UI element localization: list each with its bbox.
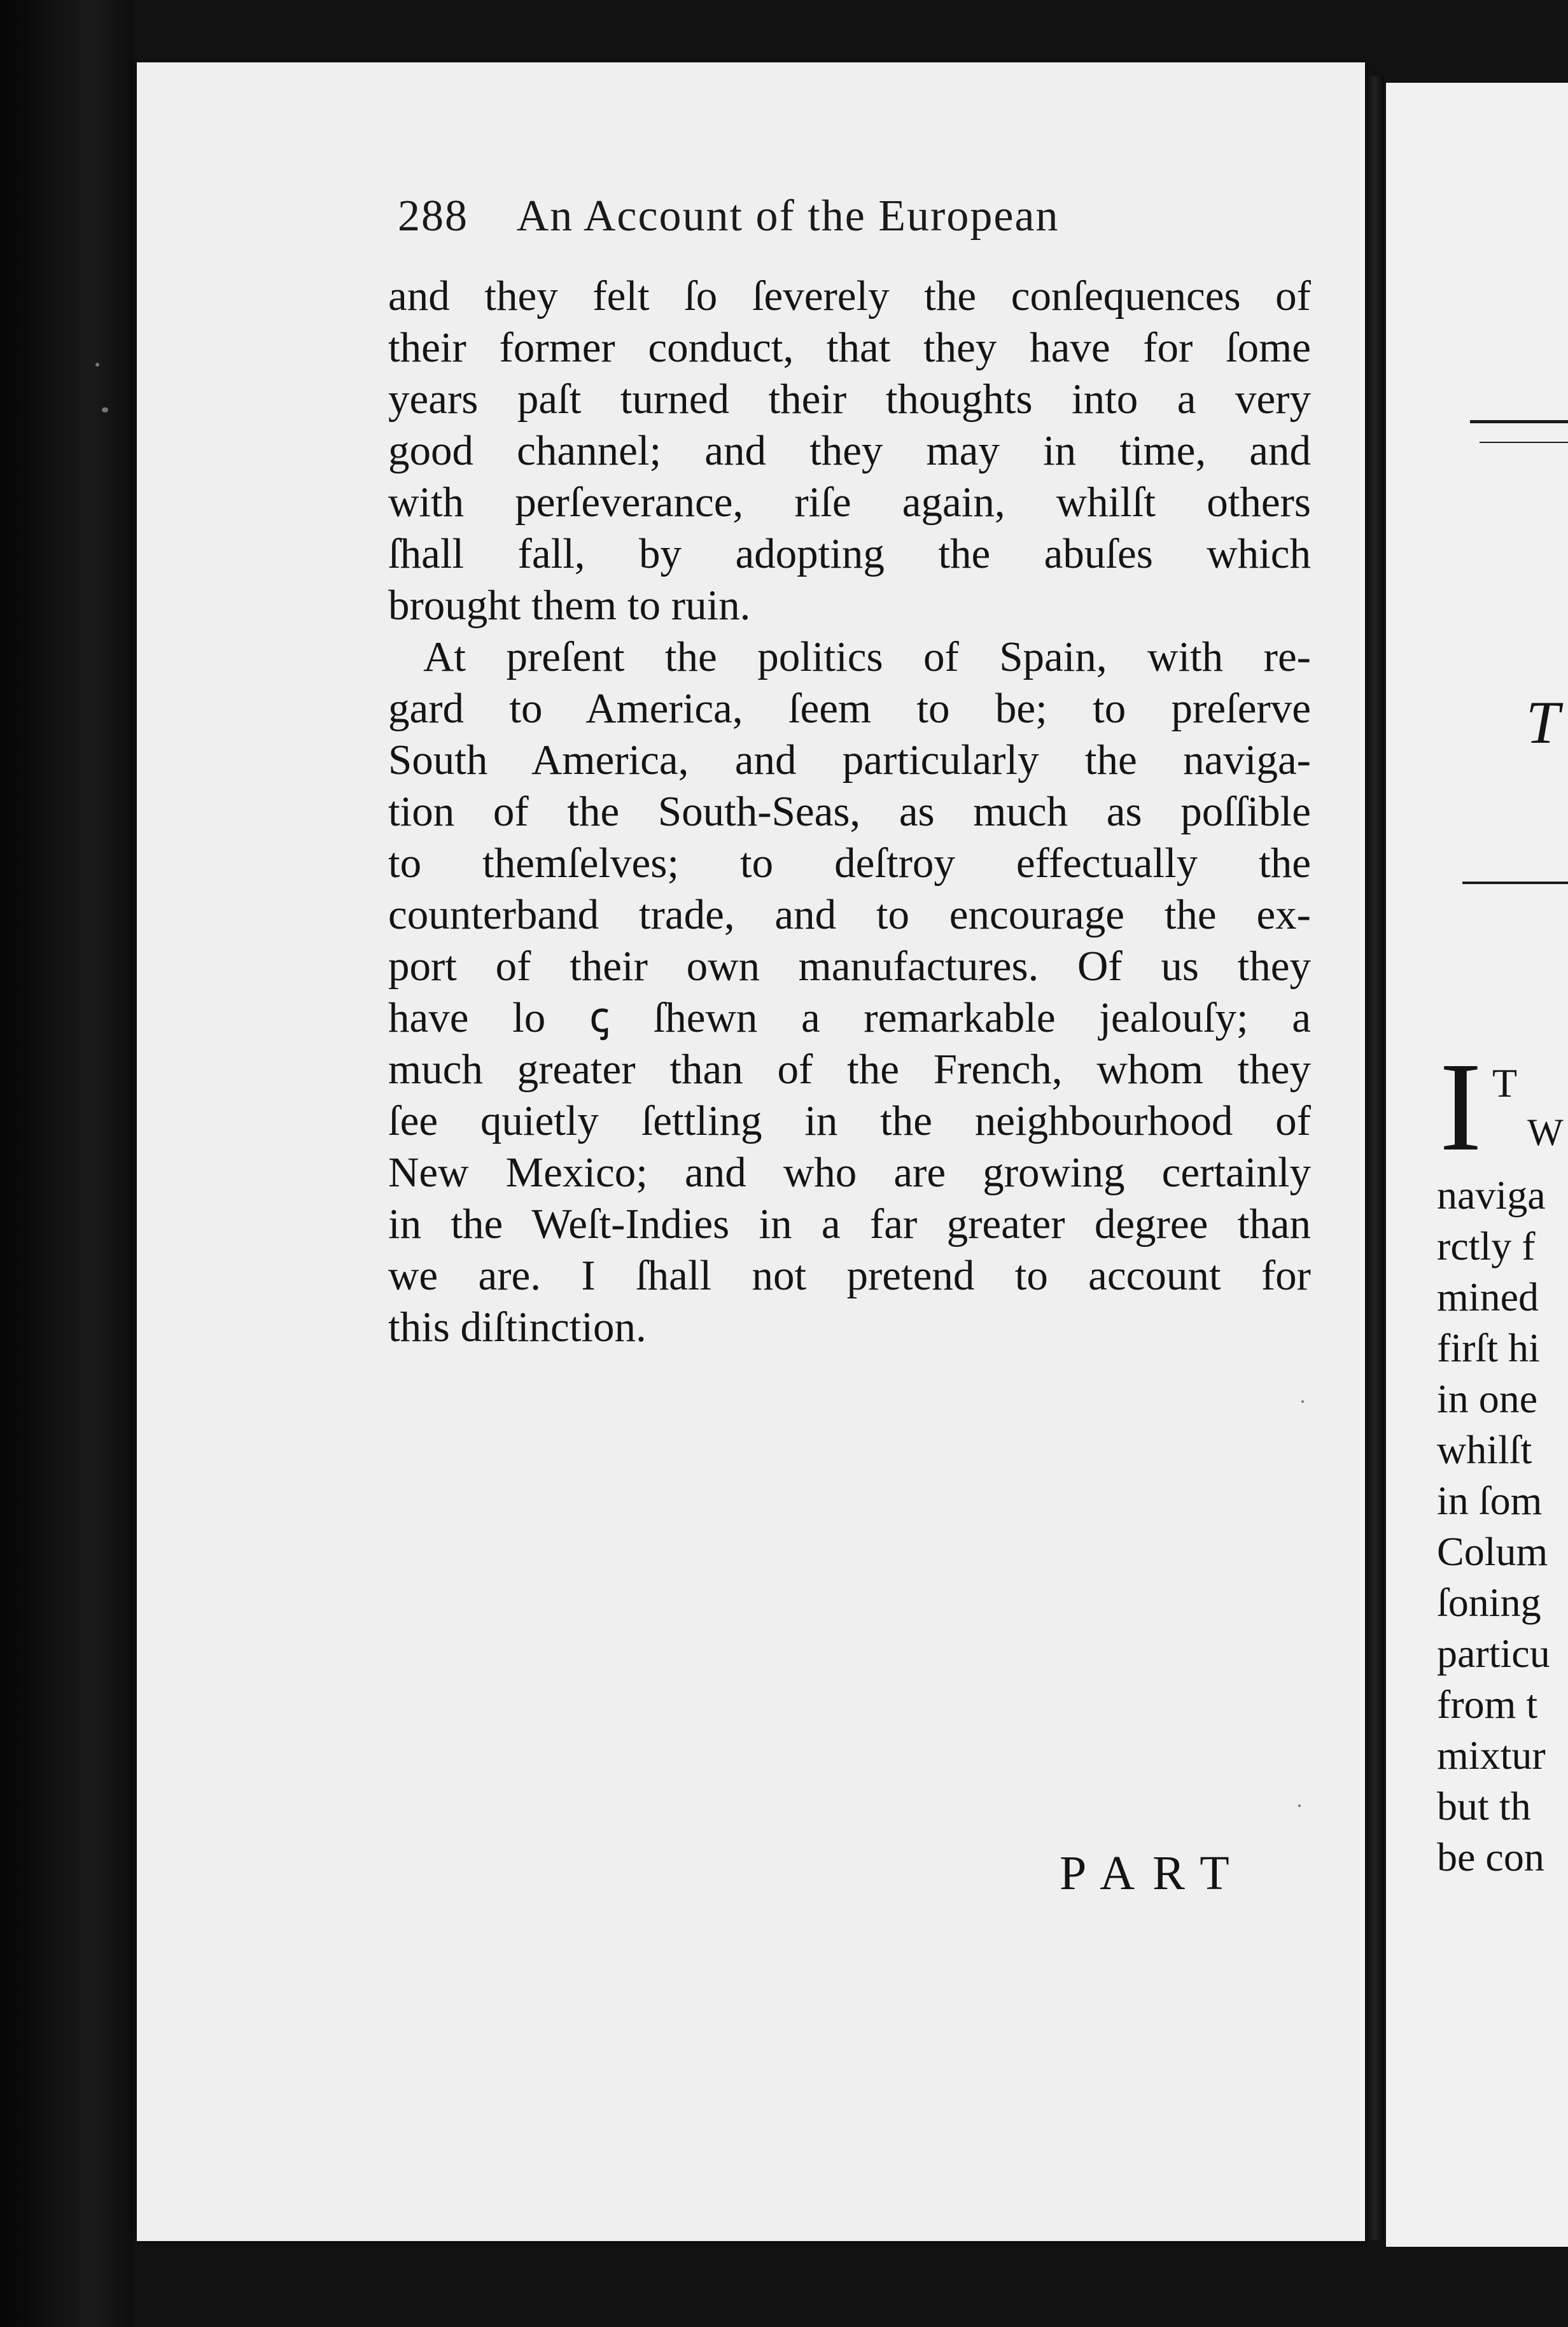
catchword: PART [1060,1846,1247,1900]
text-line: ſhall fall, by adopting the abuſes which [388,530,1311,577]
text-line: in the Weſt-Indies in a far greater degree than [388,1200,1311,1248]
text-line: firſt hi [1437,1325,1540,1370]
running-head [398,191,1263,261]
text-line: particu [1437,1631,1550,1676]
text-line: Colum [1437,1529,1548,1574]
text-line: to themſelves; to deſtroy effectually the [388,840,1311,887]
text-line: At preſent the politics of Spain, with re- [423,633,1311,680]
scan-speck [102,407,108,412]
right-page-cap-line: T [1492,1060,1518,1106]
text-line: South America, and particularly the naviga- [388,736,1311,784]
text-line: rctly f [1437,1223,1536,1269]
text-line: counterband trade, and to encourage the ex- [388,891,1311,938]
text-line: from t [1437,1682,1538,1727]
text-line: we are. I ſhall not pretend to account for [388,1252,1311,1299]
right-page-cap-line: W [1527,1111,1564,1153]
text-line: but th [1437,1783,1531,1829]
right-page-dropcap: I [1439,1037,1482,1178]
book-edge-left [0,0,134,2327]
text-line: this diſtinction. [388,1304,647,1351]
text-line: gard to America, ſeem to be; to preſerve [388,685,1311,732]
text-line: brought them to ruin. [388,582,751,629]
text-line: and they felt ſo ſeverely the conſequences of [388,272,1311,320]
page-number: 288 [398,192,468,241]
right-page-rule [1480,442,1568,443]
text-line: years paſt turned their thoughts into a very [388,376,1311,423]
text-line: much greater than of the French, whom they [388,1046,1311,1093]
text-line: their former conduct, that they have for ſome [388,324,1311,371]
running-head-title: An Account of the European [516,192,1060,241]
text-line: have lo ꞔ ſhewn a remarkable jealouſy; a [388,994,1311,1041]
body-text [388,271,1311,1353]
text-line: ſoning [1437,1580,1541,1625]
text-line: in ſom [1437,1478,1543,1523]
right-page-text [1437,1170,1568,1883]
text-line: good channel; and they may in time, and [388,427,1311,474]
scan-speck [95,363,99,367]
text-line: with perſeverance, riſe again, whilſt others [388,479,1311,526]
text-line: be con [1437,1834,1544,1880]
book-gutter [1365,76,1384,2240]
text-line: New Mexico; and who are growing certainly [388,1149,1311,1196]
text-line: port of their own manufactures. Of us they [388,943,1311,990]
right-page-rule [1462,882,1568,884]
right-page-heading-fragment: T [1526,689,1560,756]
text-line: in one [1437,1376,1538,1421]
text-line: ſee quietly ſettling in the neighbourhood of [388,1097,1311,1144]
scan-speck [1301,1400,1304,1403]
text-line: naviga [1437,1172,1546,1218]
text-line: mined [1437,1274,1539,1319]
scan-speck [1298,1804,1301,1807]
right-page-rule [1470,420,1568,423]
text-line: whilſt [1437,1427,1532,1472]
text-line: mixtur [1437,1733,1546,1778]
text-line: tion of the South-Seas, as much as poſſible [388,788,1311,835]
